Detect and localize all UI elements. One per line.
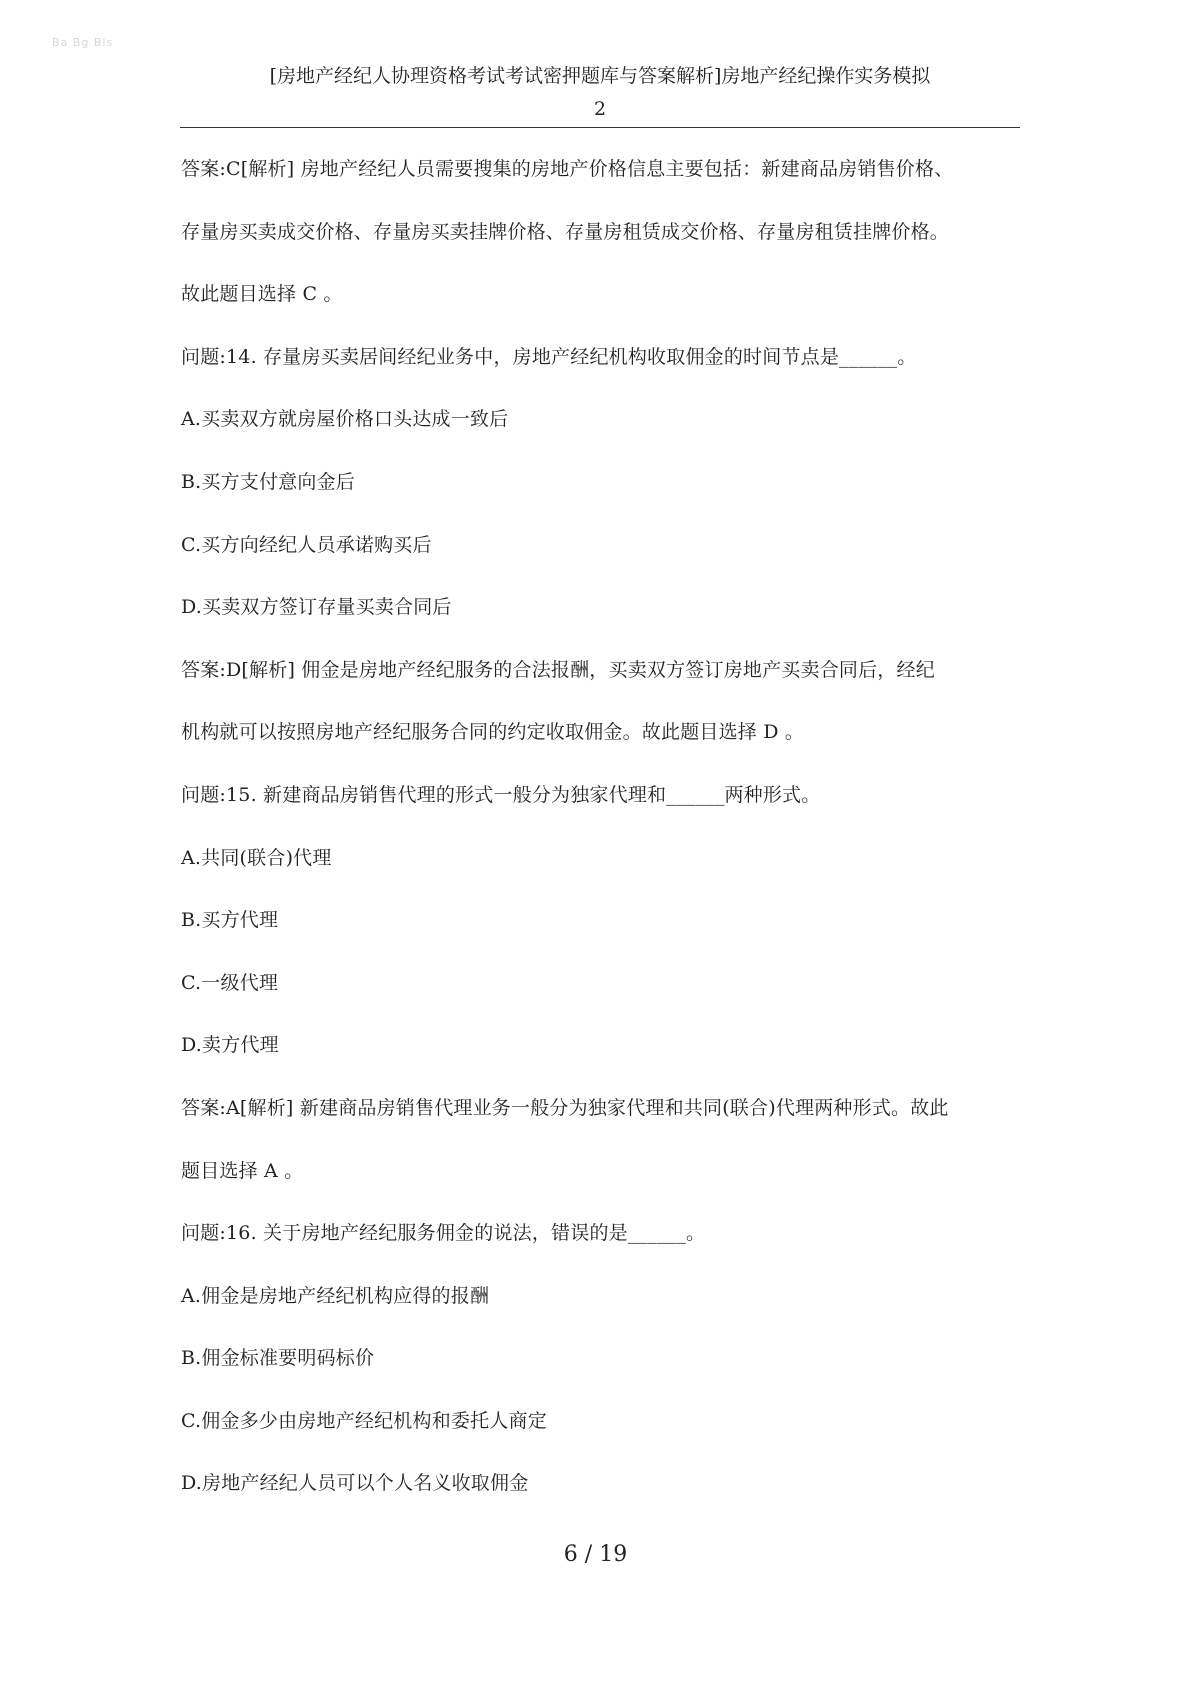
question-16-option-a: A.佣金是房地产经纪机构应得的报酬 bbox=[181, 1284, 490, 1307]
question-16-option-b: B.佣金标准要明码标价 bbox=[181, 1347, 375, 1370]
answer-15-line-2: 题目选择 A 。 bbox=[181, 1159, 304, 1182]
question-15-option-d: D.卖方代理 bbox=[181, 1034, 279, 1057]
document-body bbox=[181, 152, 1026, 1529]
answer-14-line-1: 答案:D[解析] 佣金是房地产经纪服务的合法报酬，买卖双方签订房地产买卖合同后，经纪 bbox=[181, 658, 935, 681]
header-divider bbox=[180, 127, 1020, 128]
question-14-option-a: A.买卖双方就房屋价格口头达成一致后 bbox=[181, 408, 509, 431]
answer-13-line-1: 答案:C[解析] 房地产经纪人员需要搜集的房地产价格信息主要包括：新建商品房销售价格、 bbox=[181, 158, 954, 180]
page-number: 6 / 19 bbox=[563, 1542, 628, 1567]
answer-13-line-2: 存量房买卖成交价格、存量房买卖挂牌价格、存量房租赁成交价格、存量房租赁挂牌价格。 bbox=[181, 220, 950, 243]
page-header bbox=[180, 60, 1020, 126]
question-16: 问题:16. 关于房地产经纪服务佣金的说法，错误的是______。 bbox=[181, 1222, 706, 1245]
question-15: 问题:15. 新建商品房销售代理的形式一般分为独家代理和______两种形式。 bbox=[181, 783, 821, 806]
question-16-option-c: C.佣金多少由房地产经纪机构和委托人商定 bbox=[181, 1409, 547, 1432]
question-16-option-d: D.房地产经纪人员可以个人名义收取佣金 bbox=[181, 1472, 529, 1495]
question-14: 问题:14. 存量房买卖居间经纪业务中，房地产经纪机构收取佣金的时间节点是______。 bbox=[181, 345, 917, 368]
question-15-option-a: A.共同(联合)代理 bbox=[181, 846, 332, 869]
question-15-option-c: C.一级代理 bbox=[181, 971, 279, 994]
header-title-line2: 2 bbox=[593, 98, 607, 120]
answer-15-line-1: 答案:A[解析] 新建商品房销售代理业务一般分为独家代理和共同(联合)代理两种形式。故此 bbox=[181, 1096, 949, 1119]
question-14-option-b: B.买方支付意向金后 bbox=[181, 470, 356, 493]
question-14-option-d: D.买卖双方签订存量买卖合同后 bbox=[181, 596, 452, 619]
header-title-line1: [房地产经纪人协理资格考试考试密押题库与答案解析]房地产经纪操作实务模拟 bbox=[269, 65, 931, 87]
question-14-option-c: C.买方向经纪人员承诺购买后 bbox=[181, 533, 432, 556]
answer-14-line-2: 机构就可以按照房地产经纪服务合同的约定收取佣金。故此题目选择 D 。 bbox=[181, 721, 805, 744]
question-15-option-b: B.买方代理 bbox=[181, 909, 279, 932]
answer-13-line-3: 故此题目选择 C 。 bbox=[181, 283, 343, 306]
watermark: Ba Bg Bls bbox=[52, 36, 114, 49]
